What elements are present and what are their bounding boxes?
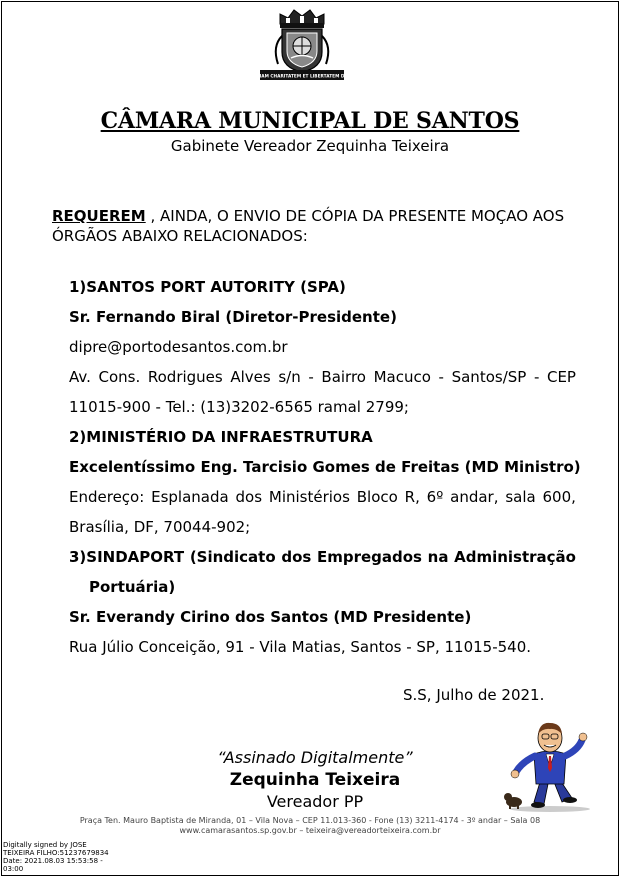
word: - <box>308 368 314 386</box>
word: Endereço: <box>69 488 145 506</box>
footer-contact: www.camarasantos.sp.gov.br – teixeira@vereadorteixeira.com.br <box>179 826 441 835</box>
word: s/n <box>278 368 301 386</box>
word: 600, <box>542 488 576 506</box>
word: (Sindicato <box>189 548 276 566</box>
request-paragraph <box>52 206 577 246</box>
word: 6º <box>426 488 444 506</box>
word: - <box>438 368 444 386</box>
recipient-2-address-line1 <box>69 482 576 512</box>
word: Administração <box>454 548 576 566</box>
page-subtitle: Gabinete Vereador Zequinha Teixeira <box>170 137 450 155</box>
word: sala <box>505 488 536 506</box>
coat-of-arms-seal <box>247 6 357 82</box>
recipient-2-address-line2: Brasília, DF, 70044-902; <box>69 518 251 536</box>
recipient-2-org: 2)MINISTÉRIO DA INFRAESTRUTURA <box>69 428 373 446</box>
word: Bairro <box>321 368 366 386</box>
word: Macuco <box>373 368 431 386</box>
digital-signature-line: TEIXEIRA FILHO:51237679834 <box>3 849 109 857</box>
document-date: S.S, Julho de 2021. <box>403 686 545 704</box>
signature-role: Vereador PP <box>266 792 364 811</box>
request-keyword: REQUEREM <box>52 207 146 225</box>
word: Santos/SP <box>451 368 527 386</box>
word: andar, <box>450 488 499 506</box>
word: Cons. <box>98 368 141 386</box>
seal-motto: PATRIAM CHARITATEM ET LIBERTATEM DOCUI <box>247 74 357 80</box>
recipients-list <box>69 272 581 662</box>
word: - <box>533 368 540 386</box>
signature-name: Zequinha Teixeira <box>229 770 401 790</box>
request-text-line1: , AINDA, O ENVIO DE CÓPIA DA PRESENTE MOÇAO AOS <box>145 207 565 225</box>
digital-signature-stamp <box>3 841 113 873</box>
signature-block <box>195 748 435 814</box>
word: R, <box>404 488 420 506</box>
page-title: CÂMARA MUNICIPAL DE SANTOS <box>100 108 520 134</box>
word: Ministérios <box>268 488 350 506</box>
word: Bloco <box>356 488 398 506</box>
recipient-3-person: Sr. Everandy Cirino dos Santos (MD Presidente) <box>69 608 472 626</box>
digital-signature-line: Date: 2021.08.03 15:53:58 - <box>3 857 103 865</box>
recipient-1-address-line2: 11015-900 - Tel.: (13)3202-6565 ramal 2799; <box>69 398 409 416</box>
recipient-3-org-line1 <box>69 542 576 572</box>
word: Av. <box>69 368 91 386</box>
digital-signature-line: 03:00 <box>3 865 24 873</box>
recipient-1-address-line1 <box>69 362 576 392</box>
recipient-1-org: 1)SANTOS PORT AUTORITY (SPA) <box>69 278 346 296</box>
recipient-1-person: Sr. Fernando Biral (Diretor-Presidente) <box>69 308 397 326</box>
recipient-2-person: Excelentíssimo Eng. Tarcisio Gomes de Freitas (MD Ministro) <box>69 458 581 476</box>
request-text-line2: ÓRGÃOS ABAIXO RELACIONADOS: <box>52 227 308 245</box>
word: na <box>427 548 449 566</box>
word: dos <box>235 488 263 506</box>
word: dos <box>281 548 312 566</box>
word: 3)SINDAPORT <box>69 548 185 566</box>
footer <box>0 816 620 836</box>
digital-signature-line: Digitally signed by JOSE <box>3 841 87 849</box>
councilman-cartoon-image <box>500 718 596 814</box>
word: Empregados <box>316 548 422 566</box>
recipient-1-email: dipre@portodesantos.com.br <box>69 338 288 356</box>
word: CEP <box>546 368 576 386</box>
word: Esplanada <box>151 488 229 506</box>
signature-note: “Assinado Digitalmente” <box>217 748 413 767</box>
word: Rodrigues <box>147 368 223 386</box>
word: Alves <box>230 368 271 386</box>
recipient-3-org-line2: Portuária) <box>89 578 176 596</box>
recipient-3-address-line1: Rua Júlio Conceição, 91 - Vila Matias, Santos - SP, 11015-540. <box>69 638 532 656</box>
footer-address: Praça Ten. Mauro Baptista de Miranda, 01 – Vila Nova – CEP 11.013-360 - Fone (13) 3211-4174 - 3º andar – Sala 08 <box>79 816 541 825</box>
